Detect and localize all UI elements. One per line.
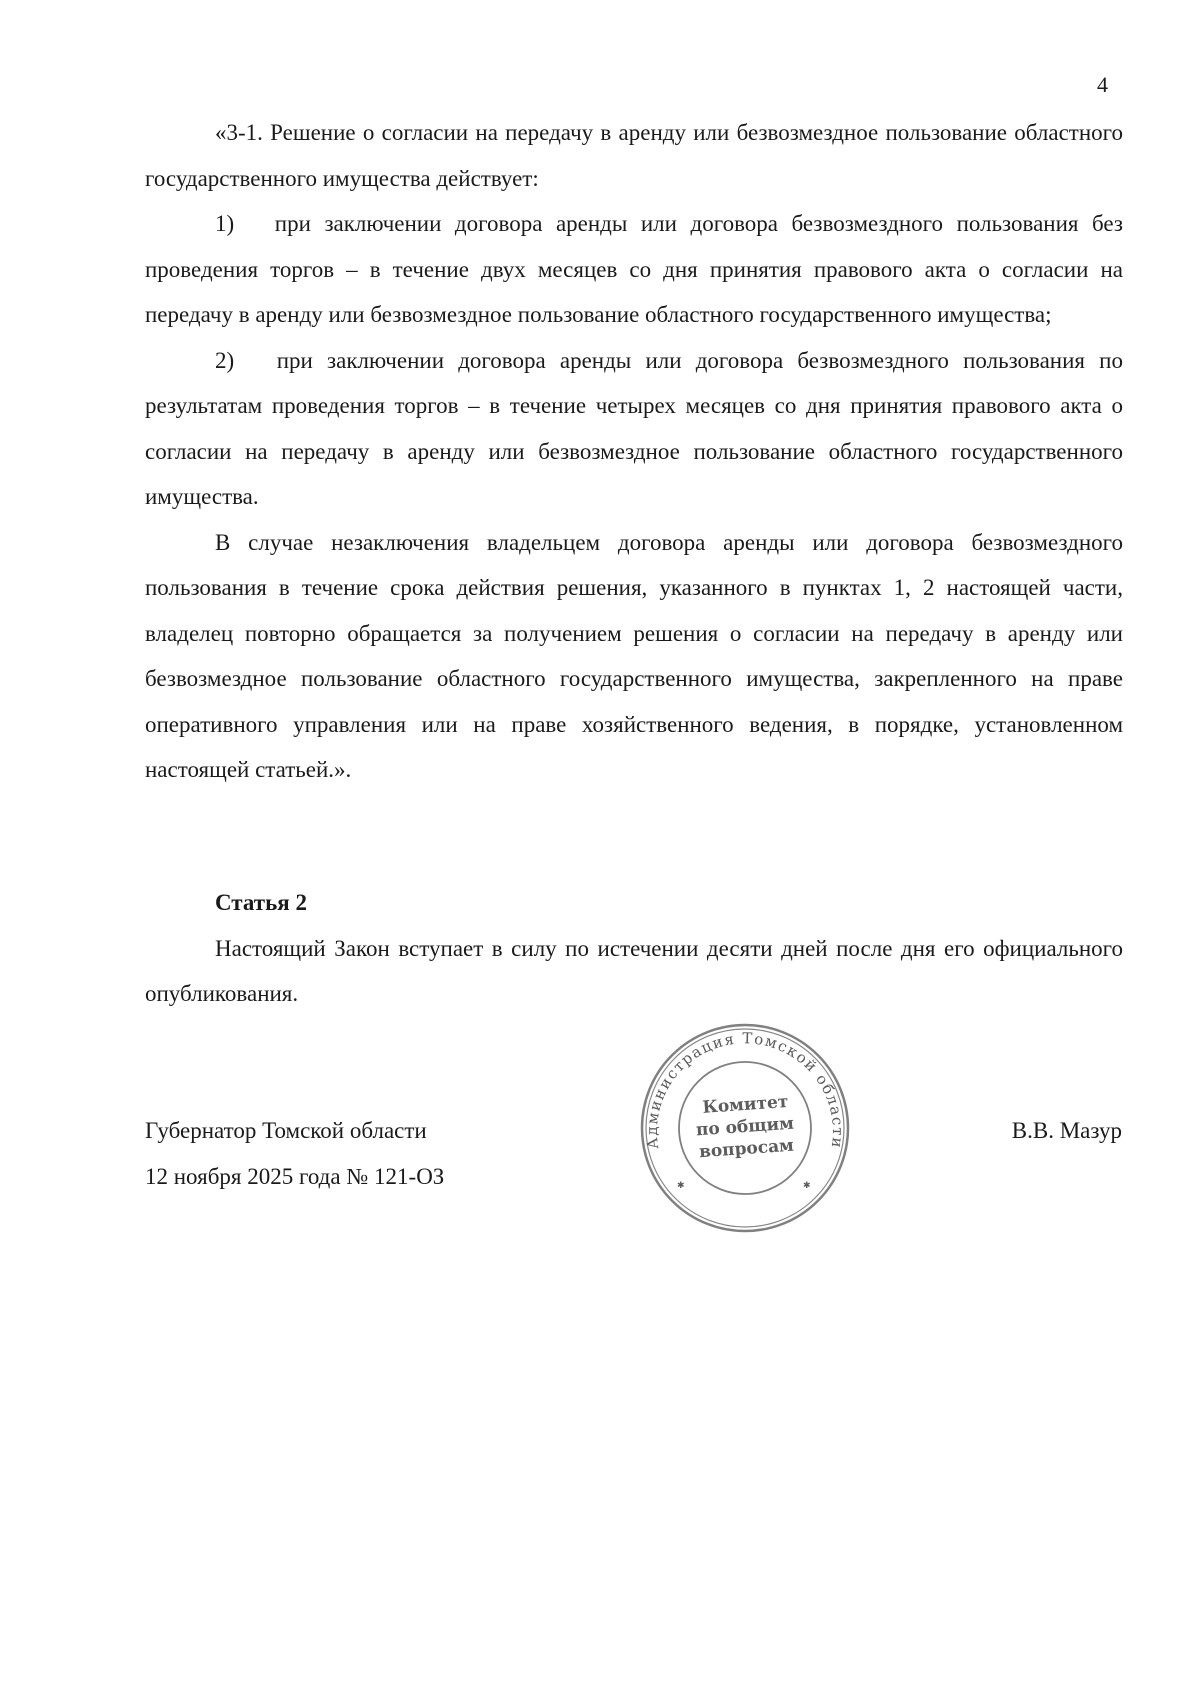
stamp-ring-text: Администрация Томской области — [642, 1029, 848, 1151]
page-number: 4 — [1097, 72, 1108, 97]
stamp-center-line-1: Комитет — [701, 1091, 790, 1118]
stamp-center-line-2: по общим — [695, 1113, 795, 1141]
article-text: Настоящий Закон вступает в силу по истечении десяти дней после дня его официального опубликования. — [145, 935, 1123, 1006]
paragraph-item-1: 1) при заключении договора аренды или договора безвозмездного пользования без проведения торгов – в течение двух месяцев со дня принятия правового акта о согласии на передачу в аренду или безвозмездное пользование областного государственного имущества; — [145, 211, 1123, 327]
stamp-center-line-3: вопросам — [698, 1135, 795, 1163]
article-2 — [145, 880, 1123, 1017]
svg-text:✱: ✱ — [677, 1180, 685, 1190]
document-body — [145, 110, 1123, 793]
paragraph-3-1: «3-1. Решение о согласии на передачу в аренду или безвозмездное пользование областного государственного имущества действует: — [145, 120, 1123, 191]
signature-block — [145, 1108, 444, 1199]
svg-text:✱: ✱ — [803, 1180, 811, 1190]
law-date-number: 12 ноября 2025 года № 121-ОЗ — [145, 1163, 445, 1189]
signatory-position: Губернатор Томской области — [145, 1118, 427, 1143]
paragraph-item-2: 2) при заключении договора аренды или договора безвозмездного пользования по результатам проведения торгов – в течение четырех месяцев со дня принятия правового акта о согласии на передачу в аренду или безвозмездное пользование областного государственного имущества. — [145, 347, 1123, 509]
paragraph-non-conclusion: В случае незаключения владельцем договора аренды или договора безвозмездного пользования в течение срока действия решения, указанного в пунктах 1, 2 настоящей части, владелец повторно обращается за получением решения о согласии на передачу в аренду или безвозмездное пользование областного государственного имущества, закрепленного на праве оперативного управления или на праве хозяйственного ведения, в порядке, установленном настоящей статьей.». — [145, 529, 1123, 782]
official-stamp — [635, 1018, 855, 1238]
article-heading: Статья 2 — [215, 890, 307, 915]
signatory-name: В.В. Мазур — [1011, 1118, 1122, 1143]
